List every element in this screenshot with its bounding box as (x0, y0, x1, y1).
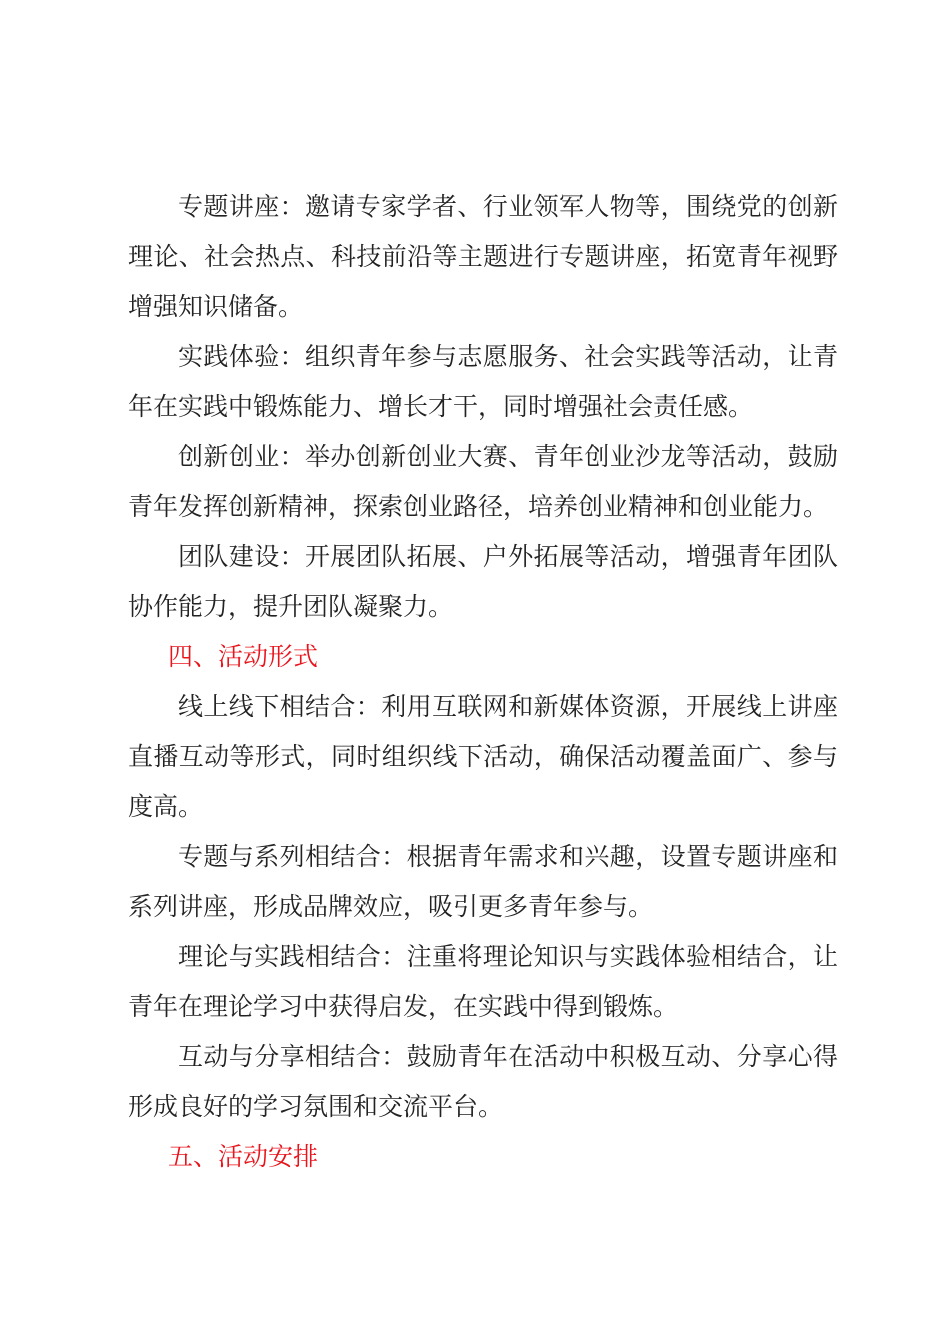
paragraph-team: 团队建设：开展团队拓展、户外拓展等活动，增强青年团队协作能力，提升团队凝聚力。 (128, 542, 838, 621)
paragraph-theory-practice: 理论与实践相结合：注重将理论知识与实践体验相结合，让青年在理论学习中获得启发，在实践中得到锻炼。 (128, 942, 838, 1021)
paragraph-topic-series: 专题与系列相结合：根据青年需求和兴趣，设置专题讲座和系列讲座，形成品牌效应，吸引更多青年参与。 (128, 842, 838, 921)
paragraph-innovation: 创新创业：举办创新创业大赛、青年创业沙龙等活动，鼓励青年发挥创新精神，探索创业路径，培养创业精神和创业能力。 (128, 442, 838, 521)
paragraph-interaction-sharing: 互动与分享相结合：鼓励青年在活动中积极互动、分享心得形成良好的学习氛围和交流平台。 (128, 1042, 838, 1121)
section-heading-activity-arrangement: 五、活动安排 (168, 1142, 319, 1171)
paragraph-practice: 实践体验：组织青年参与志愿服务、社会实践等活动，让青年在实践中锻炼能力、增长才干，同时增强社会责任感。 (128, 342, 838, 421)
section-heading-activity-form: 四、活动形式 (168, 642, 319, 671)
paragraph-lecture: 专题讲座：邀请专家学者、行业领军人物等，围绕党的创新理论、社会热点、科技前沿等主题进行专题讲座，拓宽青年视野增强知识储备。 (128, 192, 838, 321)
paragraph-online-offline: 线上线下相结合：利用互联网和新媒体资源，开展线上讲座直播互动等形式，同时组织线下活动，确保活动覆盖面广、参与度高。 (128, 692, 838, 821)
document-page (128, 182, 838, 1182)
